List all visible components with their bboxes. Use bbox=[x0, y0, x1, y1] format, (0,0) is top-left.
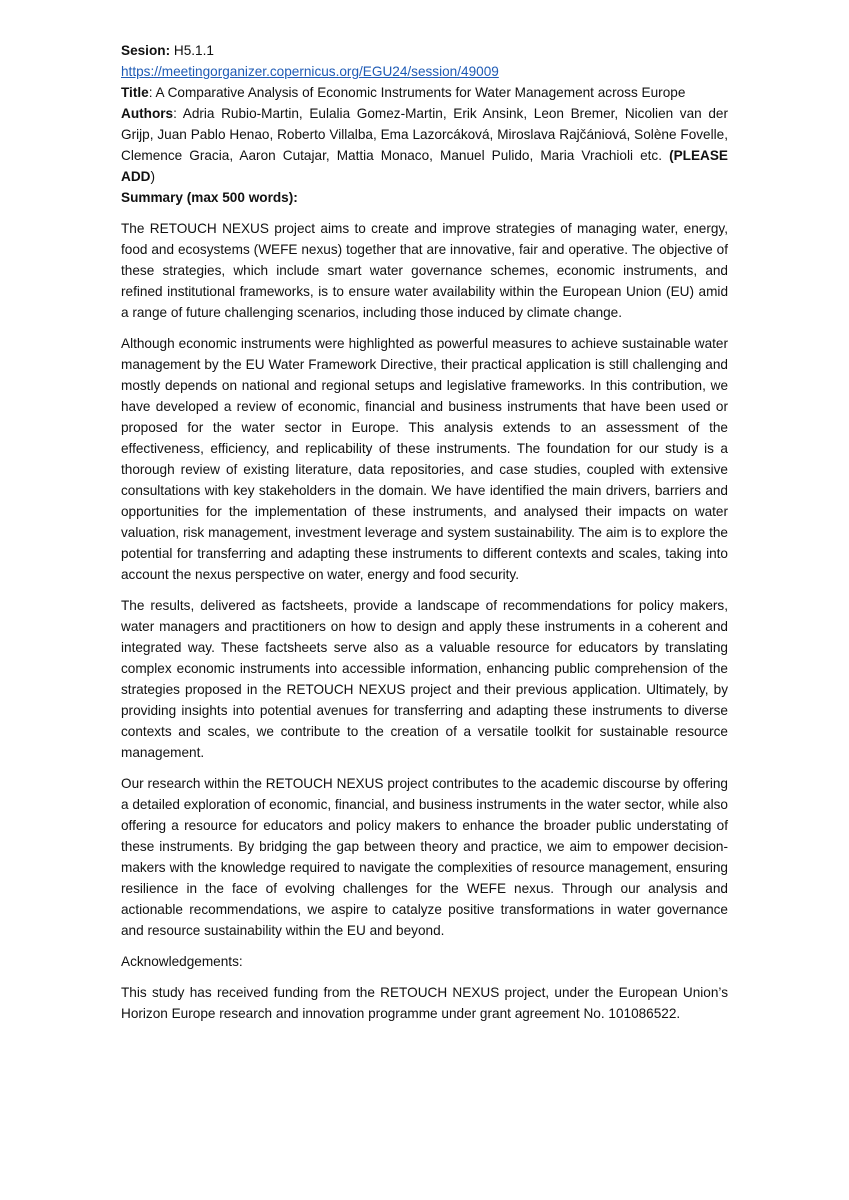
authors-value: : Adria Rubio-Martin, Eulalia Gomez-Martin, Erik Ansink, Leon Bremer, Nicolien van der Grijp, Juan Pablo Henao, Roberto Villalba, Ema Lazorcáková, Miroslava Rajčániová, Solène Fovelle, Clemence Gracia, Aaron Cutajar, Mattia Monaco, Manuel Pulido, Maria Vrachioli etc. bbox=[121, 106, 728, 163]
session-link-line bbox=[121, 61, 728, 82]
summary-heading: Summary (max 500 words): bbox=[121, 190, 298, 205]
authors-note-close: ) bbox=[150, 169, 155, 184]
title-label: Title bbox=[121, 85, 149, 100]
document-page bbox=[121, 40, 728, 1034]
summary-paragraph-3: The results, delivered as factsheets, provide a landscape of recommendations for policy makers, water managers and practitioners on how to design and apply these instruments in a coherent and integrated way. These factsheets serve also as a valuable resource for educators by translating complex economic instruments into accessible information, enhancing public comprehension of the strategies proposed in the RETOUCH NEXUS project and their previous application. Ultimately, by providing insights into potential avenues for transferring and adapting these instruments to diverse contexts and scales, we contribute to the creation of a versatile toolkit for sustainable resource management. bbox=[121, 598, 728, 760]
summary-paragraph-2: Although economic instruments were highlighted as powerful measures to achieve sustainable water management by the EU Water Framework Directive, their practical application is still challenging and mostly depends on national and regional setups and legislative frameworks. In this contribution, we have developed a review of economic, financial and business instruments that have been used or proposed for the water sector in Europe. This analysis extends to an assessment of the effectiveness, efficiency, and replicability of these instruments. The foundation for our study is a thorough review of existing literature, data repositories, and case studies, coupled with extensive consultations with key stakeholders in the domain. We have identified the main drivers, barriers and opportunities for the implementation of these instruments, and analysed their impacts on water valuation, risk management, investment leverage and system sustainability. The aim is to explore the potential for transferring and adapting these instruments to different contexts and scales, taking into account the nexus perspective on water, energy and food security. bbox=[121, 336, 728, 582]
session-value: H5.1.1 bbox=[170, 43, 214, 58]
title-value: : A Comparative Analysis of Economic Instruments for Water Management across Europe bbox=[148, 85, 686, 100]
session-colon: : bbox=[165, 43, 171, 58]
session-line bbox=[121, 40, 728, 61]
acknowledgements-text: This study has received funding from the RETOUCH NEXUS project, under the European Union’s Horizon Europe research and innovation programme under grant agreement No. 101086522. bbox=[121, 985, 728, 1021]
acknowledgements-heading: Acknowledgements: bbox=[121, 954, 243, 969]
authors-note: (PLEASE ADD bbox=[121, 148, 728, 184]
authors-label: Authors bbox=[121, 106, 174, 121]
session-label: Sesion bbox=[121, 43, 166, 58]
title-line bbox=[121, 82, 728, 103]
summary-paragraph-4: Our research within the RETOUCH NEXUS project contributes to the academic discourse by offering a detailed exploration of economic, financial, and business instruments in the water sector, while also offering a resource for educators and policy makers to enhance the broader public understating of these instruments. By bridging the gap between theory and practice, we aim to empower decision-makers with the knowledge required to navigate the complexities of resource management, ensuring resilience in the face of evolving challenges for the WEFE nexus. Through our analysis and actionable recommendations, we aspire to catalyze positive transformations in water governance and resource sustainability within the EU and beyond. bbox=[121, 776, 728, 938]
session-link[interactable]: https://meetingorganizer.copernicus.org/EGU24/session/49009 bbox=[121, 64, 499, 79]
summary-paragraph-1: The RETOUCH NEXUS project aims to create and improve strategies of managing water, energy, food and ecosystems (WEFE nexus) together that are innovative, fair and operative. The objective of these strategies, which include smart water governance schemes, economic instruments, and refined institutional frameworks, is to ensure water availability within the European Union (EU) amid a range of future challenging scenarios, including those induced by climate change. bbox=[121, 221, 728, 320]
authors-line bbox=[121, 103, 728, 187]
